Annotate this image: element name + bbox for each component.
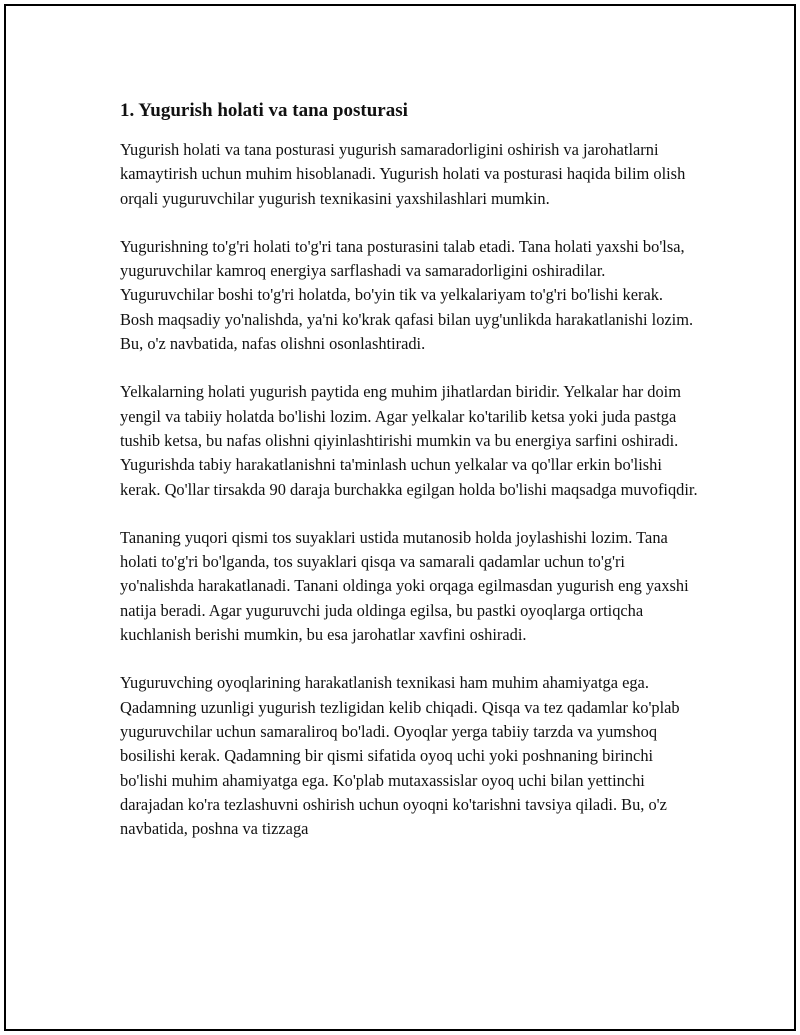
paragraph-3: Yelkalarning holati yugurish paytida eng muhim jihatlardan biridir. Yelkalar har doim yengil va tabiiy holatda bo'lishi lozim. Agar yelkalar ko'tarilib ketsa yoki juda pastga tushib ketsa, bu nafas olishni qiyinlashtirishi mumkin va bu energiya sarfini oshiradi. Yugurishda tabiy harakatlanishni ta'minlash uchun yelkalar va qo'llar erkin bo'lishi kerak. Qo'llar tirsakda 90 daraja burchakka egilgan holda bo'lishi maqsadga muvofiqdir. [120, 382, 698, 499]
document-body [120, 98, 700, 865]
section-heading: 1. Yugurish holati va tana posturasi [120, 100, 408, 121]
paragraph-4: Tananing yuqori qismi tos suyaklari ustida mutanosib holda joylashishi lozim. Tana holati to'g'ri bo'lganda, tos suyaklari qisqa va samarali qadamlar uchun to'g'ri yo'nalishda harakatlanadi. Tanani oldinga yoki orqaga egilmasdan yugurish eng yaxshi natija beradi. Agar yuguruvchi juda oldinga egilsa, bu pastki oyoqlarga ortiqcha kuchlanish berishi mumkin, bu esa jarohatlar xavfini oshiradi. [120, 527, 689, 645]
document-page [4, 4, 796, 1031]
paragraph-2: Yugurishning to'g'ri holati to'g'ri tana posturasini talab etadi. Tana holati yaxshi bo'lsa, yuguruvchilar kamroq energiya sarflashadi va samaradorligini oshiradilar. Yuguruvchilar boshi to'g'ri holatda, bo'yin tik va yelkalariyam to'g'ri bo'lishi kerak. Bosh maqsadiy yo'nalishda, ya'ni ko'krak qafasi bilan uyg'unlikda harakatlanishi lozim. Bu, o'z navbatida, nafas olishni osonlashtiradi. [120, 236, 694, 354]
paragraph-1: Yugurish holati va tana posturasi yugurish samaradorligini oshirish va jarohatlarni kamaytirish uchun muhim hisoblanadi. Yugurish holati va posturasi haqida bilim olish orqali yuguruvchilar yugurish texnikasini yaxshilashlari mumkin. [120, 140, 686, 208]
paragraph-5: Yuguruvching oyoqlarining harakatlanish texnikasi ham muhim ahamiyatga ega. Qadamning uzunligi yugurish tezligidan kelib chiqadi. Qisqa va tez qadamlar ko'plab yuguruvchilar uchun samaraliroq bo'ladi. Oyoqlar yerga tabiiy tarzda va yumshoq bosilishi kerak. Qadamning bir qismi sifatida oyoq uchi yoki poshnaning birinchi bo'lishi muhim ahamiyatga ega. Ko'plab mutaxassislar oyoq uchi bilan yettinchi darajadan ko'ra tezlashuvni oshirish uchun oyoqni ko'tarishni tavsiya qiladi. Bu, o'z navbatida, poshna va tizzaga [120, 673, 680, 839]
